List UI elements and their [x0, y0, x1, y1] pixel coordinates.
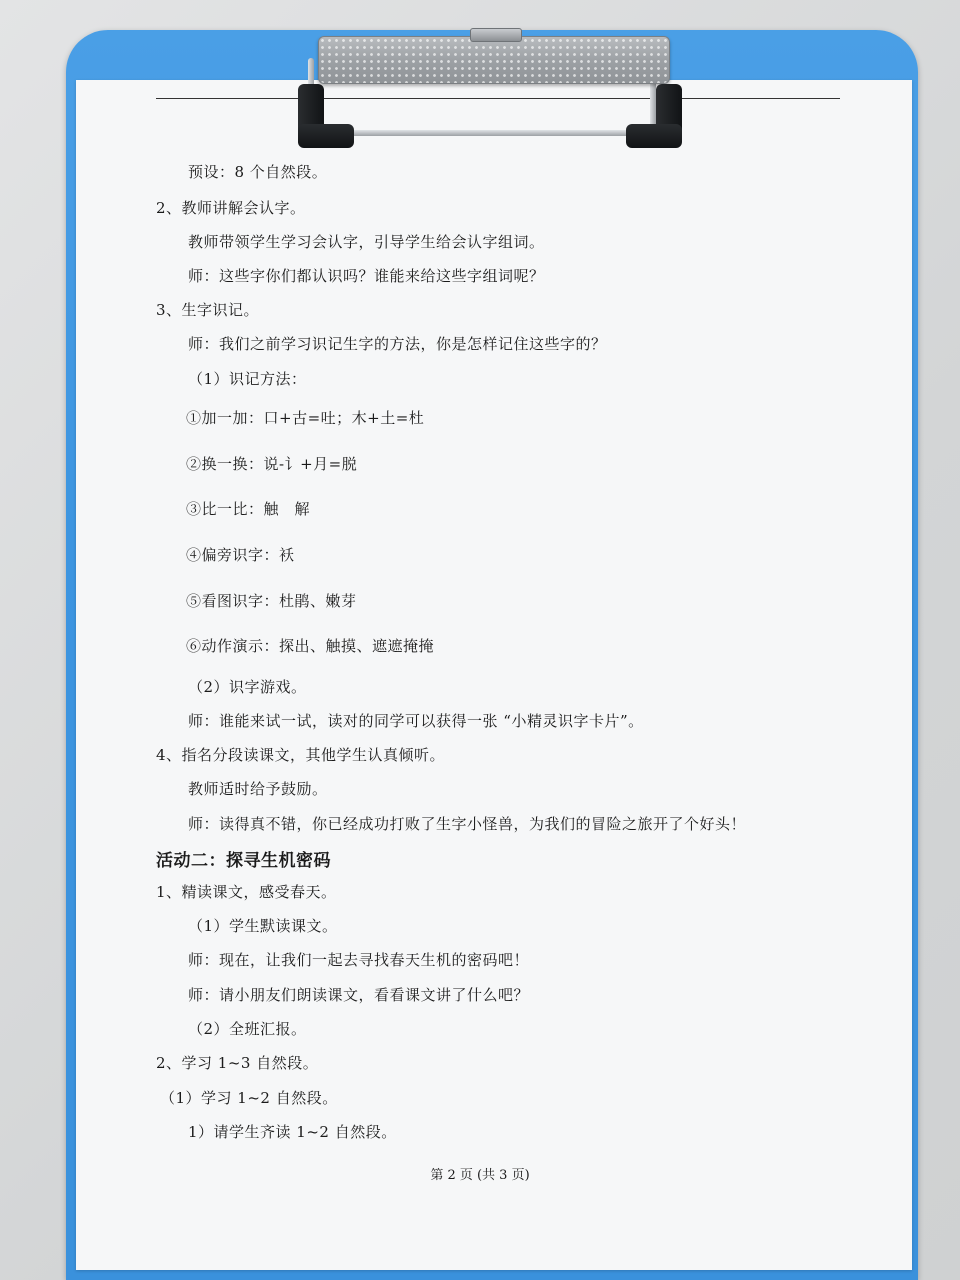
text-line: 师：读得真不错，你已经成功打败了生字小怪兽，为我们的冒险之旅开了个好头！: [188, 815, 747, 833]
text-line: ⑤看图识字：杜鹃、嫩芽: [186, 592, 357, 610]
text-line: ⑥动作演示：探出、触摸、遮遮掩掩: [186, 637, 435, 655]
text-line: 1、精读课文，感受春天。: [156, 883, 337, 901]
text-line: （2）识字游戏。: [188, 678, 307, 696]
text-line: （2）全班汇报。: [188, 1020, 307, 1038]
text-line: 4、指名分段读课文，其他学生认真倾听。: [156, 746, 446, 764]
section-heading: 活动二：探寻生机密码: [156, 851, 331, 871]
text-line: 3、生字识记。: [156, 301, 260, 319]
text-line: （1）识记方法：: [188, 370, 307, 388]
text-line: （1）学习 1~2 自然段。: [160, 1089, 338, 1107]
text-line: 师：这些字你们都认识吗？谁能来给这些字组词呢？: [188, 267, 545, 285]
text-line: 教师适时给予鼓励。: [188, 780, 328, 798]
text-line: ④偏旁识字：袄: [186, 546, 295, 564]
text-line: ①加一加：口+古=吐；木+土=杜: [186, 409, 425, 427]
text-line: 1）请学生齐读 1~2 自然段。: [188, 1123, 397, 1141]
text-line: 师：请小朋友们朗读课文，看看课文讲了什么吧？: [188, 986, 530, 1004]
text-line: 预设：8 个自然段。: [188, 163, 328, 181]
text-line: ②换一换：说-讠+月=脱: [186, 455, 358, 473]
text-line: 师：现在，让我们一起去寻找春天生机的密码吧！: [188, 951, 530, 969]
text-line: 2、教师讲解会认字。: [156, 199, 306, 217]
text-line: （1）学生默读课文。: [188, 917, 338, 935]
text-line: 教师带领学生学习会认字，引导学生给会认字组词。: [188, 233, 545, 251]
text-line: 2、学习 1~3 自然段。: [156, 1054, 319, 1072]
text-line: 师：我们之前学习识记生字的方法，你是怎样记住这些字的？: [188, 335, 607, 353]
text-line: 师：谁能来试一试，读对的同学可以获得一张 “小精灵识字卡片”。: [188, 712, 644, 730]
text-line: ③比一比：触 解: [186, 500, 311, 518]
page-footer: 第 2 页 (共 3 页): [430, 1168, 530, 1183]
